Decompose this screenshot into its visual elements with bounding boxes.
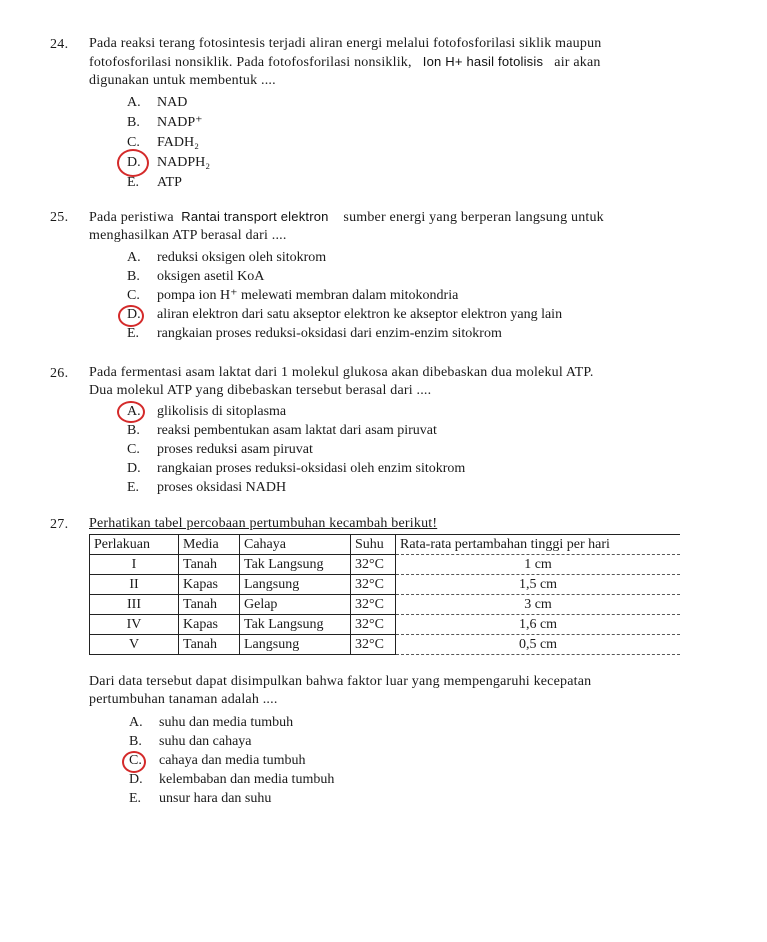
table-row bbox=[90, 555, 681, 575]
q26-option-e[interactable] bbox=[127, 479, 286, 497]
q26-option-a[interactable] bbox=[127, 403, 286, 421]
option-text: oksigen asetil KoA bbox=[157, 269, 265, 284]
q26-text bbox=[89, 364, 709, 400]
option-letter: B. bbox=[127, 269, 140, 284]
table-header: Media bbox=[179, 535, 240, 555]
table-cell: Langsung bbox=[240, 635, 351, 655]
q26-answer-circle bbox=[117, 401, 145, 423]
table-cell: 32°C bbox=[351, 615, 396, 635]
table-cell: V bbox=[90, 635, 179, 655]
table-cell: Tanah bbox=[179, 635, 240, 655]
q24-line2a: fotofosforilasi nonsiklik. Pada fotofosforilasi nonsiklik, bbox=[89, 55, 412, 70]
q25-line2: menghasilkan ATP berasal dari .... bbox=[89, 228, 287, 243]
option-text: suhu dan cahaya bbox=[159, 734, 252, 749]
table-row bbox=[90, 635, 681, 655]
table-cell: Gelap bbox=[240, 595, 351, 615]
q24-line2 bbox=[89, 53, 709, 72]
table-header: Cahaya bbox=[240, 535, 351, 555]
q25-text bbox=[89, 208, 709, 245]
q24-text bbox=[89, 35, 709, 90]
table-cell: 1,6 cm bbox=[396, 615, 681, 635]
q27-option-c[interactable] bbox=[129, 752, 306, 770]
option-letter: C. bbox=[127, 442, 140, 457]
q27-option-a[interactable] bbox=[129, 714, 293, 732]
option-text: aliran elektron dari satu akseptor elektron ke akseptor elektron yang lain bbox=[157, 307, 563, 322]
table-cell: Tanah bbox=[179, 595, 240, 615]
table-cell: Tak Langsung bbox=[240, 555, 351, 575]
q24-option-a[interactable] bbox=[127, 94, 187, 112]
option-letter: E. bbox=[127, 480, 140, 495]
table-cell: 3 cm bbox=[396, 595, 681, 615]
option-text: ATP bbox=[157, 175, 182, 190]
option-letter: D. bbox=[129, 772, 143, 787]
option-text: unsur hara dan suhu bbox=[159, 791, 272, 806]
table-header: Rata-rata pertambahan tinggi per hari bbox=[396, 535, 681, 555]
q26-option-c[interactable] bbox=[127, 441, 313, 459]
table-cell: Langsung bbox=[240, 575, 351, 595]
option-letter: A. bbox=[127, 95, 141, 110]
q24-line2b: air akan bbox=[554, 55, 601, 70]
table-header-row bbox=[90, 535, 681, 555]
q24-line3: digunakan untuk membentuk .... bbox=[89, 73, 276, 88]
q26-number: 26. bbox=[50, 366, 69, 381]
option-text: rangkaian proses reduksi-oksidasi oleh enzim sitokrom bbox=[157, 461, 466, 476]
option-text: pompa ion H⁺ melewati membran dalam mitokondria bbox=[157, 288, 459, 303]
option-letter: E. bbox=[129, 791, 142, 806]
q25-line1 bbox=[89, 208, 709, 227]
q27-number: 27. bbox=[50, 517, 69, 532]
option-letter: B. bbox=[127, 423, 140, 438]
q25-option-b[interactable] bbox=[127, 268, 264, 286]
option-letter: E. bbox=[127, 175, 140, 190]
q27-option-e[interactable] bbox=[129, 790, 271, 808]
table-cell: 1 cm bbox=[396, 555, 681, 575]
q24-option-b[interactable] bbox=[127, 114, 203, 132]
q27-intro: Perhatikan tabel percobaan pertumbuhan kecambah berikut! bbox=[89, 516, 438, 531]
q26-line1: Pada fermentasi asam laktat dari 1 molekul glukosa akan dibebaskan dua molekul ATP. bbox=[89, 365, 594, 380]
option-letter: B. bbox=[129, 734, 142, 749]
q26-option-d[interactable] bbox=[127, 460, 465, 478]
table-cell: 32°C bbox=[351, 595, 396, 615]
option-text: cahaya dan media tumbuh bbox=[159, 753, 306, 768]
option-text: reaksi pembentukan asam laktat dari asam piruvat bbox=[157, 423, 437, 438]
q27-line2: pertumbuhan tanaman adalah .... bbox=[89, 692, 278, 707]
table-cell: Kapas bbox=[179, 615, 240, 635]
option-text: reduksi oksigen oleh sitokrom bbox=[157, 250, 327, 265]
option-letter: A. bbox=[127, 404, 141, 419]
q24-line1: Pada reaksi terang fotosintesis terjadi aliran energi melalui fotofosforilasi siklik maupun bbox=[89, 36, 602, 51]
table-row bbox=[90, 575, 681, 595]
table-row bbox=[90, 595, 681, 615]
option-letter: B. bbox=[127, 115, 140, 130]
option-text: NAD bbox=[157, 95, 188, 110]
q25-option-a[interactable] bbox=[127, 249, 326, 267]
option-letter: D. bbox=[127, 155, 141, 170]
q27-answer-circle bbox=[122, 751, 146, 773]
q24-answer-circle bbox=[117, 149, 149, 177]
option-letter: A. bbox=[129, 715, 143, 730]
option-text: FADH₂ bbox=[157, 135, 199, 150]
option-letter: E. bbox=[127, 326, 140, 341]
option-text: proses reduksi asam piruvat bbox=[157, 442, 313, 457]
table-row bbox=[90, 615, 681, 635]
q25-line1b: sumber energi yang berperan langsung untuk bbox=[343, 210, 604, 225]
table-cell: IV bbox=[90, 615, 179, 635]
table-header: Perlakuan bbox=[90, 535, 179, 555]
option-text: glikolisis di sitoplasma bbox=[157, 404, 287, 419]
option-text: rangkaian proses reduksi-oksidasi dari enzim-enzim sitokrom bbox=[157, 326, 502, 341]
table-cell: 32°C bbox=[351, 555, 396, 575]
table-cell: Tanah bbox=[179, 555, 240, 575]
q25-option-d[interactable] bbox=[127, 306, 562, 324]
option-letter: A. bbox=[127, 250, 141, 265]
q27-text bbox=[89, 673, 709, 709]
q25-number: 25. bbox=[50, 210, 69, 225]
option-text: NADP⁺ bbox=[157, 115, 203, 130]
option-letter: C. bbox=[127, 135, 140, 150]
q27-option-d[interactable] bbox=[129, 771, 334, 789]
q25-answer-circle bbox=[118, 305, 144, 327]
q26-option-b[interactable] bbox=[127, 422, 437, 440]
table-cell: I bbox=[90, 555, 179, 575]
table-cell: 0,5 cm bbox=[396, 635, 681, 655]
option-letter: C. bbox=[127, 288, 140, 303]
option-text: NADPH₂ bbox=[157, 155, 211, 170]
table-cell: II bbox=[90, 575, 179, 595]
q27-line1: Dari data tersebut dapat disimpulkan bahwa faktor luar yang mempengaruhi kecepatan bbox=[89, 674, 592, 689]
table-cell: 32°C bbox=[351, 575, 396, 595]
experiment-table bbox=[89, 534, 680, 655]
q24-insert: Ion H+ hasil fotolisis bbox=[422, 54, 544, 69]
q24-number: 24. bbox=[50, 37, 69, 52]
q27-option-b[interactable] bbox=[129, 733, 252, 751]
table-header: Suhu bbox=[351, 535, 396, 555]
table-cell: III bbox=[90, 595, 179, 615]
option-letter: C. bbox=[129, 753, 142, 768]
option-letter: D. bbox=[127, 461, 141, 476]
option-text: kelembaban dan media tumbuh bbox=[159, 772, 335, 787]
q25-option-e[interactable] bbox=[127, 325, 502, 343]
table-cell: Tak Langsung bbox=[240, 615, 351, 635]
option-text: suhu dan media tumbuh bbox=[159, 715, 294, 730]
option-letter: D. bbox=[127, 307, 141, 322]
table-cell: 1,5 cm bbox=[396, 575, 681, 595]
q25-line1a: Pada peristiwa bbox=[89, 210, 174, 225]
table-cell: 32°C bbox=[351, 635, 396, 655]
q25-insert: Rantai transport elektron bbox=[181, 209, 329, 224]
q25-option-c[interactable] bbox=[127, 287, 458, 305]
q26-line2: Dua molekul ATP yang dibebaskan tersebut berasal dari .... bbox=[89, 383, 432, 398]
option-text: proses oksidasi NADH bbox=[157, 480, 287, 495]
table-cell: Kapas bbox=[179, 575, 240, 595]
